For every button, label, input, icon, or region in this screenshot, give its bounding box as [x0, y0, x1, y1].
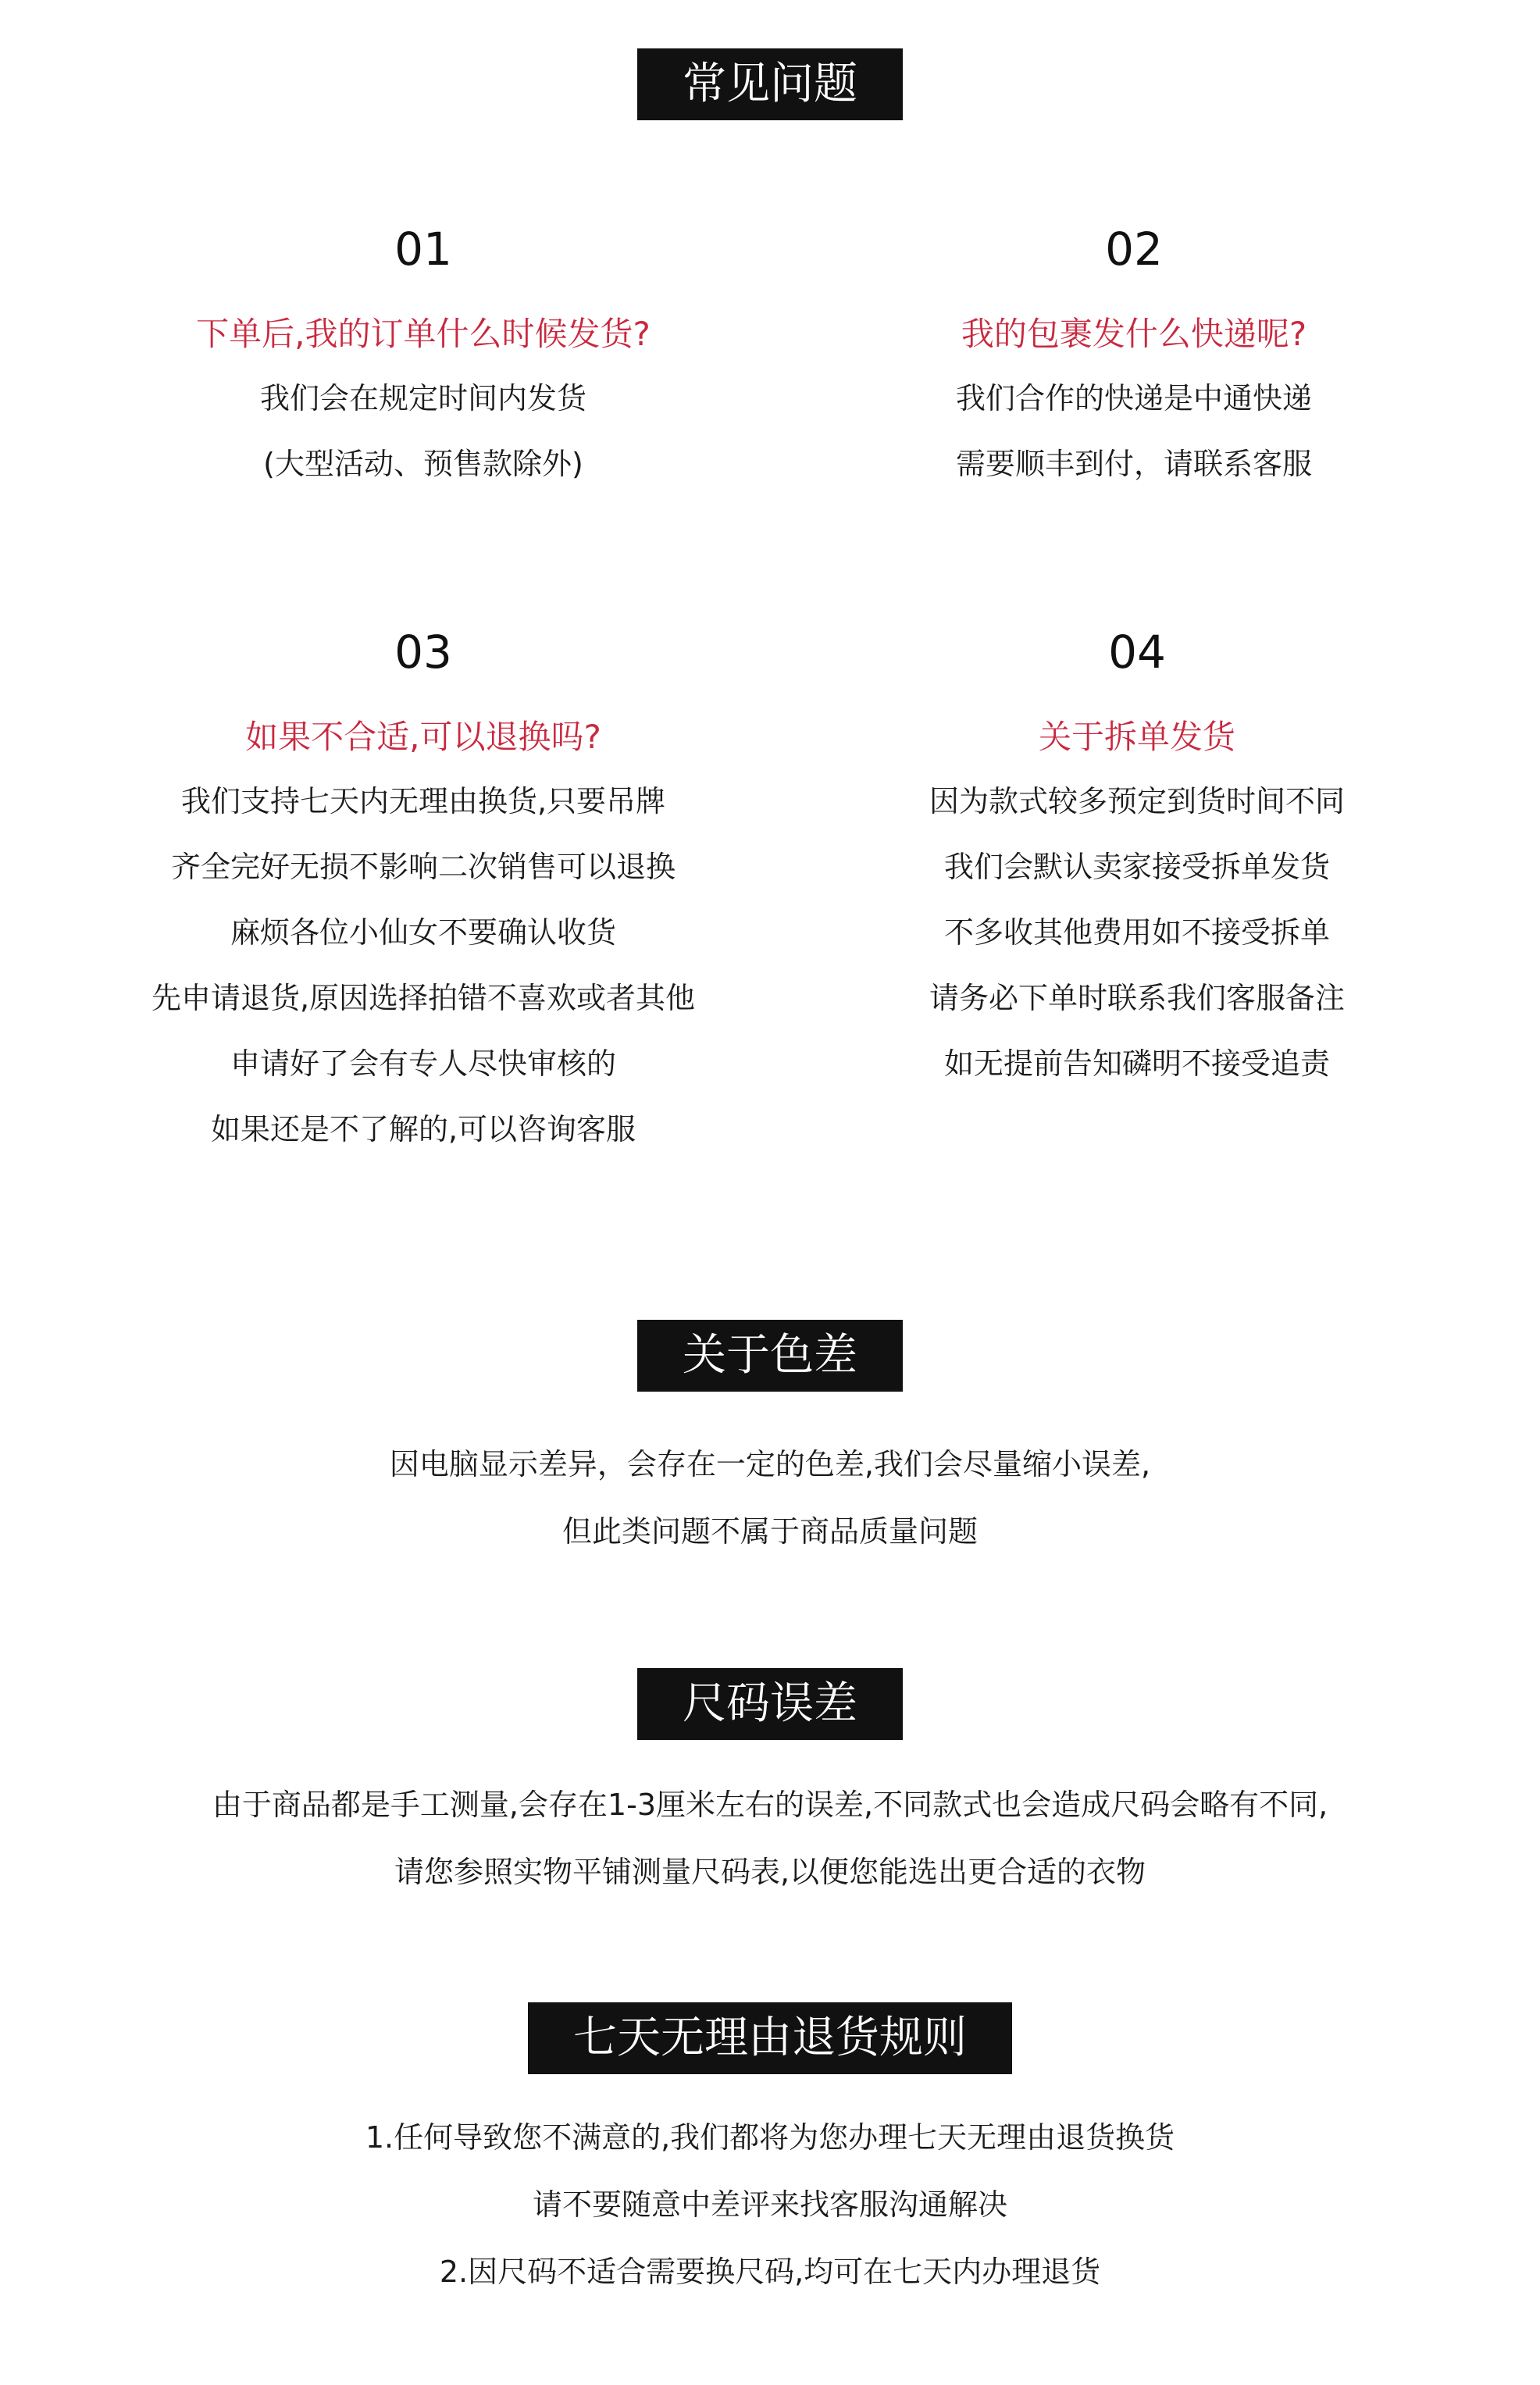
faq-item-number: 04	[1108, 626, 1166, 679]
color-text	[390, 1431, 1150, 1565]
size-text	[212, 1771, 1328, 1906]
faq-answer-line: 麻烦各位小仙女不要确认收货	[230, 915, 616, 950]
faq-item-02	[956, 206, 1312, 497]
returns-text-line: 2.因尺码不适合需要换尺码,均可在七天内办理退货	[439, 2255, 1101, 2289]
size-heading: 尺码误差	[637, 1668, 903, 1740]
faq-heading: 常见问题	[637, 48, 903, 120]
faq-answer-line: 申请好了会有专人尽快审核的	[230, 1046, 616, 1081]
faq-answer-line: 需要顺丰到付，请联系客服	[955, 447, 1313, 481]
faq-answer-line: 先申请退货,原因选择拍错不喜欢或者其他	[151, 981, 696, 1015]
size-text-line: 由于商品都是手工测量,会存在1-3厘米左右的误差,不同款式也会造成尺码会略有不同,	[212, 1788, 1328, 1822]
size-text-line: 请您参照实物平铺测量尺码表,以便您能选出更合适的衣物	[394, 1855, 1146, 1889]
returns-text	[365, 2104, 1175, 2305]
faq-question: 关于拆单发货	[1038, 718, 1236, 756]
faq-answer-line: 我们会在规定时间内发货	[259, 381, 586, 415]
faq-item-01	[196, 206, 651, 497]
faq-answer-line: 我们合作的快递是中通快递	[955, 381, 1313, 415]
faq-answer-line: 我们会默认卖家接受拆单发货	[943, 850, 1331, 884]
color-text-line: 因电脑显示差异，会存在一定的色差,我们会尽量缩小误差,	[389, 1447, 1151, 1481]
returns-text-line: 请不要随意中差评来找客服沟通解决	[532, 2187, 1007, 2222]
faq-answer-line: (大型活动、预售款除外)	[263, 447, 583, 481]
faq-answer-line: 如果还是不了解的,可以咨询客服	[210, 1112, 636, 1146]
faq-answer-line: 如无提前告知磷明不接受追责	[943, 1046, 1331, 1081]
returns-heading: 七天无理由退货规则	[528, 2002, 1012, 2074]
faq-item-04	[929, 609, 1345, 1096]
faq-answer-line: 我们支持七天内无理由换货,只要吊牌	[180, 784, 666, 818]
faq-answer-line: 请务必下单时联系我们客服备注	[929, 981, 1346, 1015]
faq-item-number: 03	[394, 626, 452, 679]
faq-item-number: 01	[394, 223, 452, 276]
faq-question: 我的包裹发什么快递呢?	[961, 315, 1307, 353]
faq-answer-line: 不多收其他费用如不接受拆单	[943, 915, 1331, 950]
faq-item-03	[152, 609, 695, 1162]
faq-answer-line: 因为款式较多预定到货时间不同	[929, 784, 1346, 818]
returns-text-line: 1.任何导致您不满意的,我们都将为您办理七天无理由退货换货	[365, 2120, 1175, 2155]
faq-question: 下单后,我的订单什么时候发货?	[196, 315, 651, 353]
faq-question: 如果不合适,可以退换吗?	[245, 718, 601, 756]
faq-answer-line: 齐全完好无损不影响二次销售可以退换	[170, 850, 676, 884]
faq-item-number: 02	[1105, 223, 1163, 276]
color-heading: 关于色差	[637, 1320, 903, 1392]
color-text-line: 但此类问题不属于商品质量问题	[561, 1514, 979, 1549]
